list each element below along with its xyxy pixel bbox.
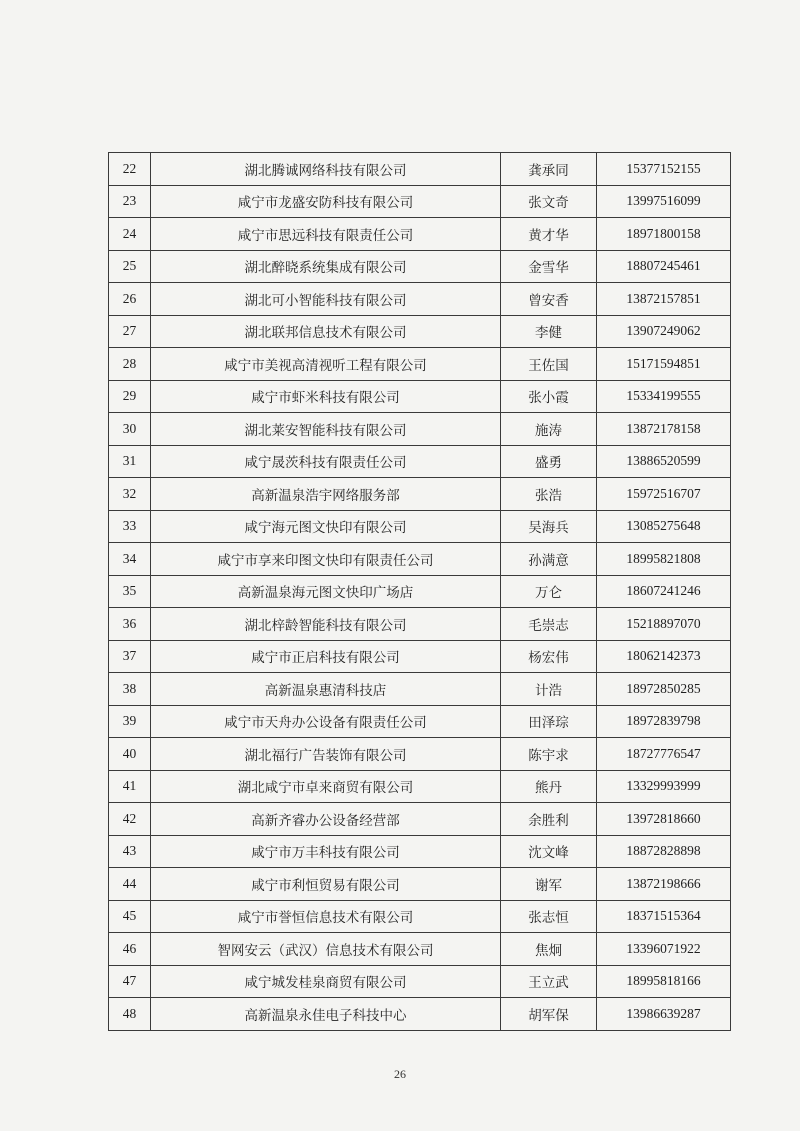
table-row <box>109 445 731 478</box>
phone-number: 13986639287 <box>597 998 731 1031</box>
table-row <box>109 283 731 316</box>
row-number: 28 <box>109 348 151 381</box>
row-number: 34 <box>109 543 151 576</box>
contact-person: 沈文峰 <box>501 835 597 868</box>
company-name: 咸宁市美视高清视听工程有限公司 <box>151 348 501 381</box>
contact-person: 毛崇志 <box>501 608 597 641</box>
table-row <box>109 608 731 641</box>
table-body <box>109 153 731 1031</box>
phone-number: 18807245461 <box>597 250 731 283</box>
company-name: 湖北醉晓系统集成有限公司 <box>151 250 501 283</box>
row-number: 32 <box>109 478 151 511</box>
company-name: 咸宁市利恒贸易有限公司 <box>151 868 501 901</box>
phone-number: 18371515364 <box>597 900 731 933</box>
company-name: 咸宁市虾米科技有限公司 <box>151 380 501 413</box>
table-row <box>109 900 731 933</box>
row-number: 26 <box>109 283 151 316</box>
phone-number: 13997516099 <box>597 185 731 218</box>
phone-number: 18062142373 <box>597 640 731 673</box>
table-row <box>109 803 731 836</box>
row-number: 35 <box>109 575 151 608</box>
phone-number: 13085275648 <box>597 510 731 543</box>
table-row <box>109 673 731 706</box>
company-name: 高新温泉惠清科技店 <box>151 673 501 706</box>
contact-person: 张浩 <box>501 478 597 511</box>
row-number: 47 <box>109 965 151 998</box>
table-row <box>109 478 731 511</box>
table-row <box>109 868 731 901</box>
company-name: 咸宁市正启科技有限公司 <box>151 640 501 673</box>
row-number: 25 <box>109 250 151 283</box>
table-row <box>109 348 731 381</box>
table-row <box>109 770 731 803</box>
phone-number: 15972516707 <box>597 478 731 511</box>
contact-person: 吴海兵 <box>501 510 597 543</box>
company-name: 咸宁市万丰科技有限公司 <box>151 835 501 868</box>
phone-number: 13872178158 <box>597 413 731 446</box>
table-row <box>109 835 731 868</box>
row-number: 22 <box>109 153 151 186</box>
company-name: 咸宁市龙盛安防科技有限公司 <box>151 185 501 218</box>
company-name: 湖北联邦信息技术有限公司 <box>151 315 501 348</box>
contact-person: 孙满意 <box>501 543 597 576</box>
row-number: 38 <box>109 673 151 706</box>
phone-number: 18971800158 <box>597 218 731 251</box>
phone-number: 15377152155 <box>597 153 731 186</box>
phone-number: 15218897070 <box>597 608 731 641</box>
phone-number: 13907249062 <box>597 315 731 348</box>
table-row <box>109 153 731 186</box>
contact-person: 王立武 <box>501 965 597 998</box>
table-row <box>109 640 731 673</box>
contact-person: 田泽琮 <box>501 705 597 738</box>
company-name: 湖北莱安智能科技有限公司 <box>151 413 501 446</box>
row-number: 43 <box>109 835 151 868</box>
phone-number: 18727776547 <box>597 738 731 771</box>
company-name: 湖北梓龄智能科技有限公司 <box>151 608 501 641</box>
company-name: 高新温泉海元图文快印广场店 <box>151 575 501 608</box>
company-name: 智网安云（武汉）信息技术有限公司 <box>151 933 501 966</box>
table-row <box>109 510 731 543</box>
table-row <box>109 738 731 771</box>
row-number: 37 <box>109 640 151 673</box>
company-name: 湖北腾诚网络科技有限公司 <box>151 153 501 186</box>
contact-person: 龚承同 <box>501 153 597 186</box>
contact-person: 万仑 <box>501 575 597 608</box>
row-number: 29 <box>109 380 151 413</box>
row-number: 45 <box>109 900 151 933</box>
company-name: 高新温泉永佳电子科技中心 <box>151 998 501 1031</box>
phone-number: 13972818660 <box>597 803 731 836</box>
contact-person: 李健 <box>501 315 597 348</box>
row-number: 27 <box>109 315 151 348</box>
contact-person: 施涛 <box>501 413 597 446</box>
company-name: 咸宁海元图文快印有限公司 <box>151 510 501 543</box>
company-name: 湖北可小智能科技有限公司 <box>151 283 501 316</box>
row-number: 23 <box>109 185 151 218</box>
table-row <box>109 413 731 446</box>
contact-person: 曾安香 <box>501 283 597 316</box>
row-number: 44 <box>109 868 151 901</box>
row-number: 24 <box>109 218 151 251</box>
phone-number: 13396071922 <box>597 933 731 966</box>
phone-number: 13886520599 <box>597 445 731 478</box>
table-row <box>109 965 731 998</box>
contact-person: 计浩 <box>501 673 597 706</box>
contact-person: 张文奇 <box>501 185 597 218</box>
company-name: 咸宁晟茨科技有限责任公司 <box>151 445 501 478</box>
table-row <box>109 218 731 251</box>
table-row <box>109 998 731 1031</box>
table-row <box>109 543 731 576</box>
company-name: 咸宁城发桂泉商贸有限公司 <box>151 965 501 998</box>
table-row <box>109 933 731 966</box>
phone-number: 13872157851 <box>597 283 731 316</box>
table-row <box>109 250 731 283</box>
phone-number: 18972850285 <box>597 673 731 706</box>
contact-person: 王佐国 <box>501 348 597 381</box>
phone-number: 18607241246 <box>597 575 731 608</box>
page-number: 26 <box>394 1067 406 1081</box>
table-row <box>109 575 731 608</box>
row-number: 41 <box>109 770 151 803</box>
contact-person: 盛勇 <box>501 445 597 478</box>
company-name: 咸宁市思远科技有限责任公司 <box>151 218 501 251</box>
company-contact-table <box>108 152 731 1031</box>
row-number: 48 <box>109 998 151 1031</box>
row-number: 42 <box>109 803 151 836</box>
contact-person: 金雪华 <box>501 250 597 283</box>
contact-person: 张志恒 <box>501 900 597 933</box>
company-name: 咸宁市天舟办公设备有限责任公司 <box>151 705 501 738</box>
row-number: 36 <box>109 608 151 641</box>
company-name: 湖北咸宁市卓来商贸有限公司 <box>151 770 501 803</box>
phone-number: 18995821808 <box>597 543 731 576</box>
phone-number: 18972839798 <box>597 705 731 738</box>
company-name: 咸宁市誉恒信息技术有限公司 <box>151 900 501 933</box>
contact-person: 陈宇求 <box>501 738 597 771</box>
phone-number: 18872828898 <box>597 835 731 868</box>
contact-person: 余胜利 <box>501 803 597 836</box>
table-row <box>109 315 731 348</box>
row-number: 40 <box>109 738 151 771</box>
table-row <box>109 185 731 218</box>
phone-number: 13329993999 <box>597 770 731 803</box>
company-name: 咸宁市享来印图文快印有限责任公司 <box>151 543 501 576</box>
company-name: 高新温泉浩宇网络服务部 <box>151 478 501 511</box>
table-row <box>109 705 731 738</box>
contact-person: 焦炯 <box>501 933 597 966</box>
row-number: 33 <box>109 510 151 543</box>
phone-number: 18995818166 <box>597 965 731 998</box>
contact-person: 谢军 <box>501 868 597 901</box>
phone-number: 13872198666 <box>597 868 731 901</box>
row-number: 30 <box>109 413 151 446</box>
contact-person: 张小霞 <box>501 380 597 413</box>
contact-person: 胡军保 <box>501 998 597 1031</box>
contact-person: 黄才华 <box>501 218 597 251</box>
company-name: 高新齐睿办公设备经营部 <box>151 803 501 836</box>
contact-person: 杨宏伟 <box>501 640 597 673</box>
table-row <box>109 380 731 413</box>
row-number: 46 <box>109 933 151 966</box>
row-number: 31 <box>109 445 151 478</box>
phone-number: 15171594851 <box>597 348 731 381</box>
company-name: 湖北福行广告装饰有限公司 <box>151 738 501 771</box>
contact-person: 熊丹 <box>501 770 597 803</box>
phone-number: 15334199555 <box>597 380 731 413</box>
row-number: 39 <box>109 705 151 738</box>
